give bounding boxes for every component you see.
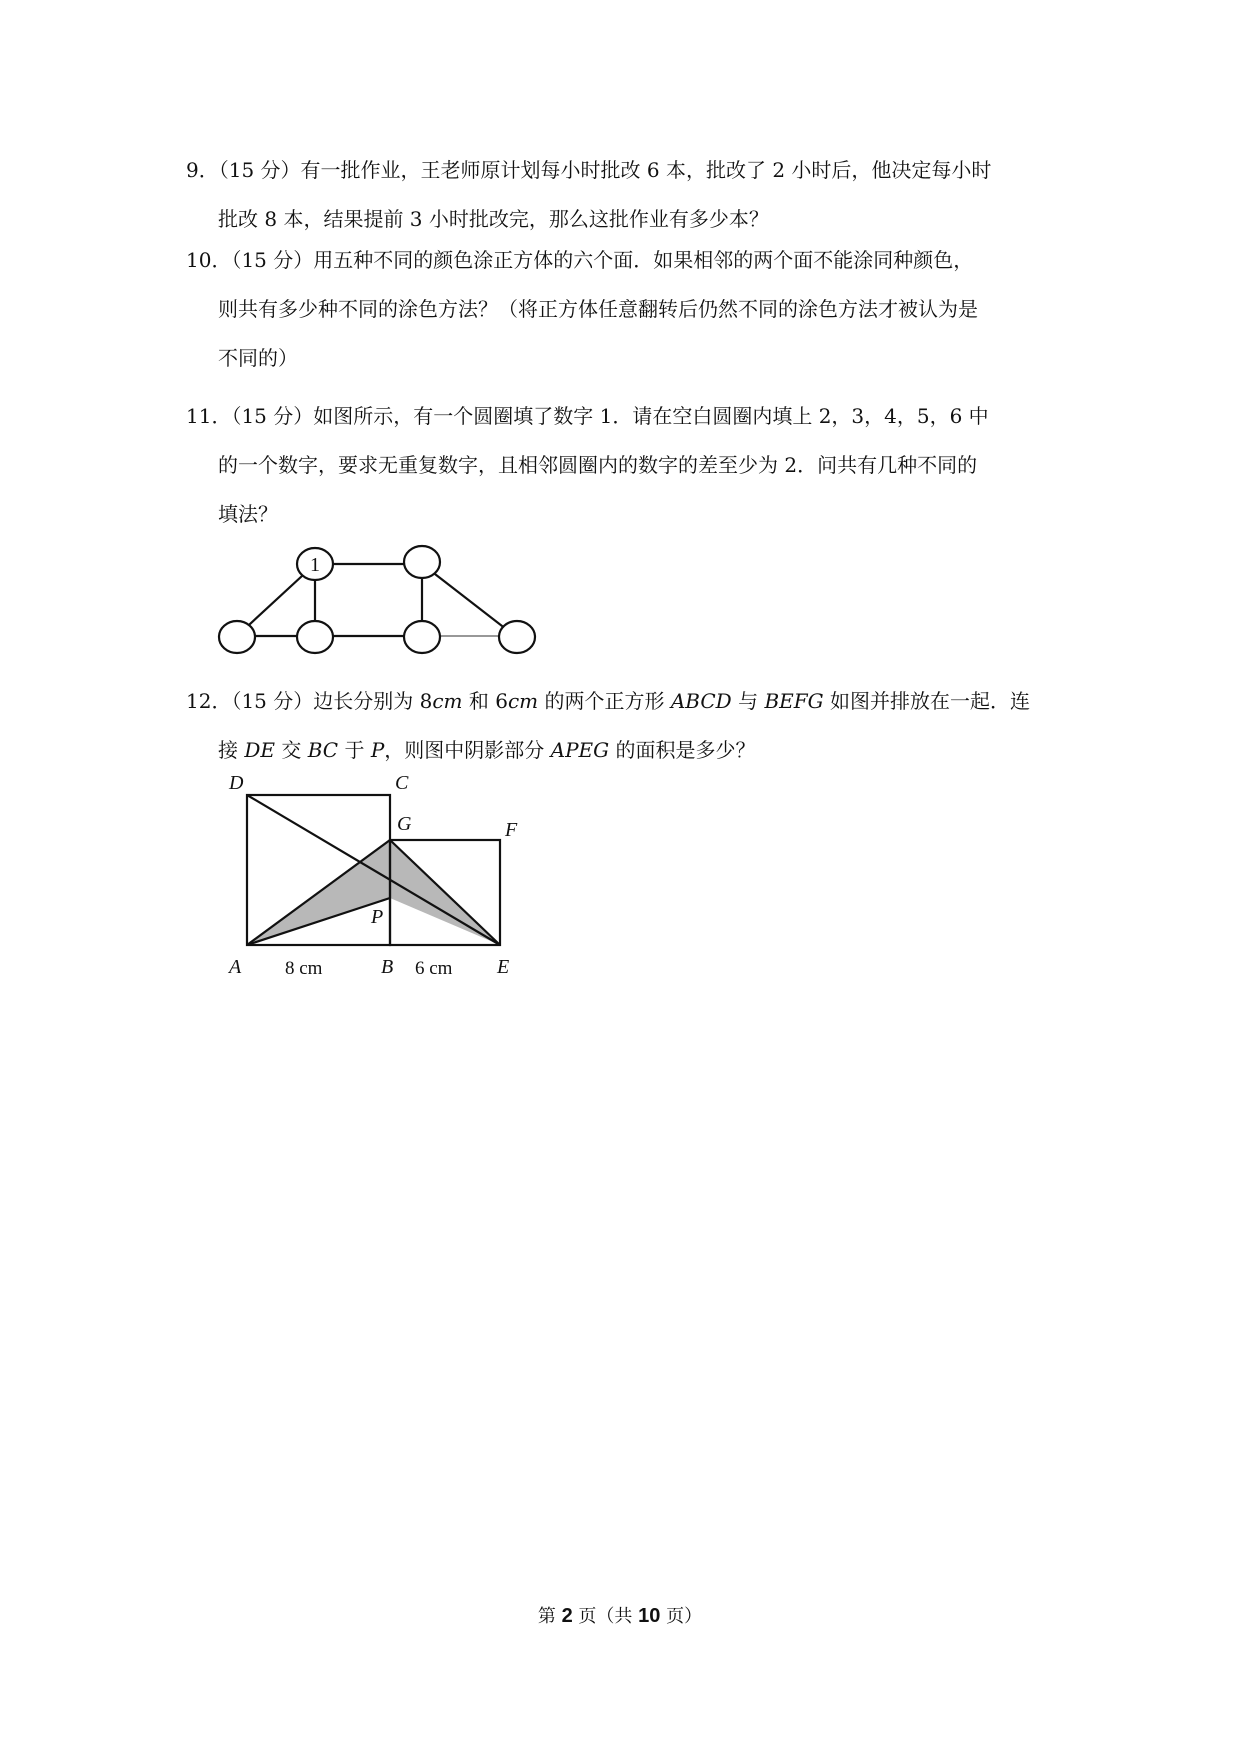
question-11-line-1: 11．（15 分）如图所示，有一个圆圈填了数字 1．请在空白圆圈内填上 2，3，4，5，6 中 [186,404,989,428]
q12-text: 的两个正方形 [538,689,671,713]
label-d: D [229,772,244,794]
q12-segment: DE [244,738,275,762]
label-b: B [381,956,394,978]
label-c: C [395,772,409,794]
question-9-line-1: 9．（15 分）有一批作业，王老师原计划每小时批改 6 本，批改了 2 小时后，他决定每小时 [186,158,992,182]
q12-text: 和 6 [462,689,508,713]
footer-page-number: 2 [561,1605,573,1627]
question-10 [186,236,1066,383]
label-p: P [371,906,384,928]
footer-suffix: 页） [660,1606,703,1627]
edge-top-right-far-right [422,564,515,636]
q12-text: 12．（15 分）边长分别为 8 [186,689,433,713]
question-11 [186,392,1066,539]
question-11-circle-figure [215,540,545,660]
label-e: E [497,956,510,978]
footer-middle: 页（共 [572,1606,639,1627]
question-9 [186,146,1066,244]
q12-square-name: BEFG [764,689,824,713]
label-a: A [229,956,242,978]
question-10-line-2: 则共有多少种不同的涂色方法？（将正方体任意翻转后仍然不同的涂色方法才被认为是 [218,297,978,321]
question-11-line-3: 填法？ [218,502,278,526]
page-footer [0,1602,1240,1628]
circle-bottom-right [404,621,440,653]
question-10-line-1: 10．（15 分）用五种不同的颜色涂正方体的六个面．如果相邻的两个面不能涂同种颜色， [186,248,974,272]
q12-unit: cm [507,689,539,713]
question-12-squares-figure [215,770,535,980]
shaded-region-apeg [247,840,500,945]
q12-text: ，则图中阴影部分 [384,738,551,762]
footer-prefix: 第 [537,1606,562,1627]
label-f: F [505,819,518,841]
dimension-be: 6 cm [415,958,453,979]
circle-top-right [404,546,440,578]
q12-point: P [370,738,385,762]
q12-text: 于 [338,738,371,762]
question-9-line-2: 批改 8 本，结果提前 3 小时批改完，那么这批作业有多少本？ [218,207,769,231]
q12-text: 接 [218,738,245,762]
q12-text: 的面积是多少？ [609,738,756,762]
question-11-line-2: 的一个数字，要求无重复数字，且相邻圆圈内的数字的差至少为 2．问共有几种不同的 [218,453,978,477]
q12-text: 与 [731,689,765,713]
footer-total-pages: 10 [638,1605,661,1627]
circle-far-right [499,621,535,653]
q12-segment: BC [307,738,339,762]
q12-text: 交 [275,738,308,762]
circle-bottom-middle [297,621,333,653]
q12-text: 如图并排放在一起．连 [823,689,1030,713]
q12-region: APEG [550,738,610,762]
circle-bottom-left [219,621,255,653]
q12-unit: cm [432,689,463,713]
question-12-line-1 [186,677,1066,726]
circle-1-label: 1 [310,554,320,576]
dimension-ab: 8 cm [285,958,323,979]
question-10-line-3: 不同的） [218,346,298,370]
question-12-line-2 [186,726,1066,775]
q12-square-name: ABCD [670,689,732,713]
question-12 [186,677,1066,775]
label-g: G [397,813,412,835]
